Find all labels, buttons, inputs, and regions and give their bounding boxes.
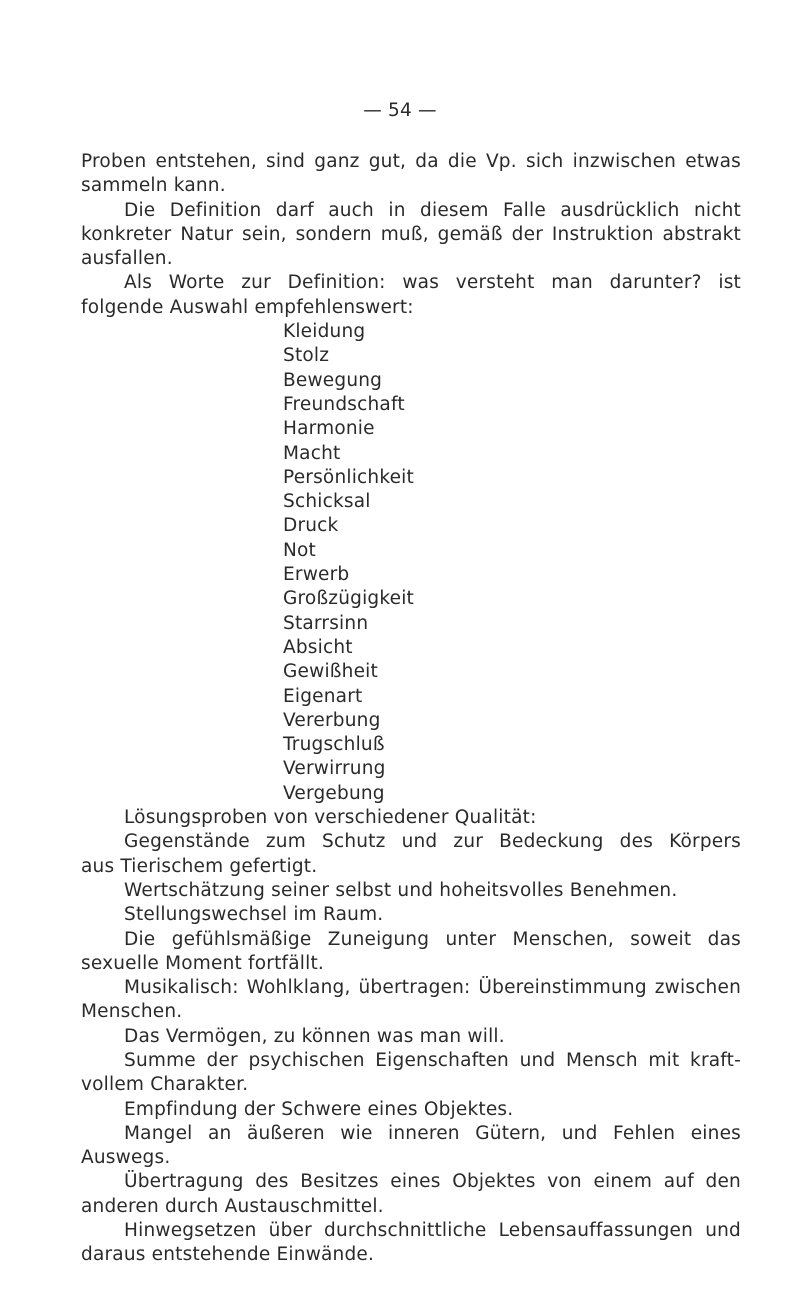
text-line: Empfindung der Schwere eines Objektes. (124, 1098, 514, 1120)
word-list-item: Harmonie (283, 418, 375, 440)
word-list-item: Absicht (283, 636, 353, 658)
word-list-item: Vererbung (283, 709, 381, 731)
text-line: Lösungsproben von verschiedener Qualität: (124, 807, 537, 829)
word-list-item: Macht (283, 442, 341, 464)
word-list-item: Erwerb (283, 564, 350, 586)
text-line: aus Tierischem gefertigt. (81, 855, 318, 877)
word-list-item: Druck (283, 515, 339, 537)
text-line: Mangel an äußeren wie inneren Gütern, und Fehlen eines (124, 1122, 741, 1144)
word-list-item: Not (283, 539, 317, 561)
text-line: daraus entstehende Einwände. (81, 1244, 375, 1266)
text-line: sexuelle Moment fortfällt. (81, 952, 324, 974)
word-list-item: Verwirrung (283, 758, 386, 780)
text-line: vollem Charakter. (81, 1074, 249, 1096)
word-list-item: Persönlichkeit (283, 466, 414, 488)
word-list-item: Kleidung (283, 321, 366, 343)
word-list-item: Großzügigkeit (283, 588, 414, 610)
word-list-item: Stolz (283, 345, 330, 367)
text-line: Wertschätzung seiner selbst und hoheitsvolles Benehmen. (124, 879, 678, 901)
word-list-item: Schicksal (283, 491, 371, 513)
text-line: Das Vermögen, zu können was man will. (124, 1025, 505, 1047)
text-line: Summe der psychischen Eigenschaften und Mensch mit kraft- (124, 1049, 741, 1071)
text-line: Proben entstehen, sind ganz gut, da die Vp. sich inzwischen etwas (81, 151, 741, 172)
text-line: konkreter Natur sein, sondern muß, gemäß der Instruktion abstrakt (81, 223, 741, 245)
text-line: Als Worte zur Definition: was versteht man darunter? ist (124, 272, 741, 294)
text-line: Die gefühlsmäßige Zuneigung unter Menschen, soweit das (124, 928, 741, 950)
text-line: Musikalisch: Wohlklang, übertragen: Übereinstimmung zwischen (124, 977, 741, 999)
page-number: — 54 — (363, 100, 437, 121)
text-line: Auswegs. (81, 1147, 171, 1169)
text-line: folgende Auswahl empfehlenswert: (81, 296, 414, 318)
word-list-item: Gewißheit (283, 661, 378, 683)
text-line: sammeln kann. (81, 175, 226, 197)
word-list-item: Trugschluß (283, 734, 385, 756)
text-line: Hinwegsetzen über durchschnittliche Lebensauffassungen und (124, 1220, 741, 1242)
word-list-item: Eigenart (283, 685, 363, 707)
word-list-item: Bewegung (283, 369, 383, 391)
text-line: Übertragung des Besitzes eines Objektes von einem auf den (124, 1171, 741, 1193)
body-text (81, 150, 741, 1268)
text-line: Menschen. (81, 1001, 183, 1023)
text-line: Die Definition darf auch in diesem Falle ausdrücklich nicht (124, 199, 741, 221)
text-line: ausfallen. (81, 248, 173, 270)
word-list-item: Freundschaft (283, 393, 405, 415)
word-list-item: Starrsinn (283, 612, 369, 634)
text-line: anderen durch Austauschmittel. (81, 1195, 384, 1217)
text-line: Stellungswechsel im Raum. (124, 904, 384, 926)
word-list-item: Vergebung (283, 782, 385, 804)
text-line: Gegenstände zum Schutz und zur Bedeckung des Körpers (124, 831, 741, 853)
